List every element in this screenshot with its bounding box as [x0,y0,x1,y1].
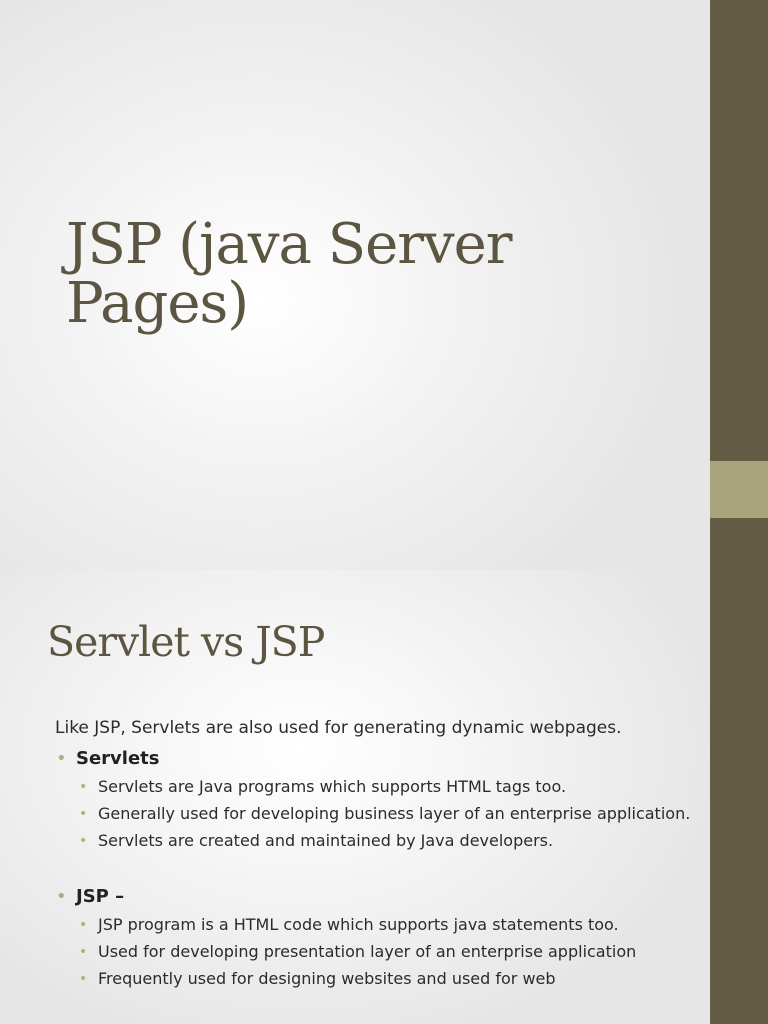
list-item-text: Generally used for developing business layer of an enterprise application. [98,804,691,823]
servlets-sub-list [79,775,695,853]
bullet-servlets-label: Servlets [76,748,160,769]
bullet-jsp-label: JSP – [76,886,125,907]
list-item [79,967,695,991]
sub-bullet-icon: • [79,917,88,933]
sub-bullet-icon: • [79,833,88,849]
intro-text: Like JSP, Servlets are also used for generating dynamic webpages. [55,718,622,738]
section-servlets [55,746,695,853]
list-item-text: Servlets are Java programs which supports HTML tags too. [98,777,567,796]
sub-bullet-icon: • [79,944,88,960]
list-item-text: JSP program is a HTML code which supports java statements too. [98,915,619,934]
list-item [79,913,695,937]
sub-bullet-icon: • [79,779,88,795]
sub-bullet-icon: • [79,806,88,822]
slide-title-text [66,212,686,336]
slide-sidebar-accent [710,461,768,518]
list-item [79,829,695,853]
list-item-text: Servlets are created and maintained by Java developers. [98,831,554,850]
title-line-1: JSP (java Server [66,212,512,277]
slide-heading: Servlet vs JSP [47,618,325,666]
bullet-servlets [55,746,695,772]
list-item [79,775,695,799]
bullet-jsp [55,884,695,910]
bullet-dot-icon: • [56,748,67,769]
list-item [79,802,695,826]
section-spacer [55,856,695,884]
slide-content [55,714,695,994]
sub-bullet-icon: • [79,971,88,987]
list-item-text: Frequently used for designing websites and used for web [98,969,556,988]
section-jsp [55,884,695,991]
list-item [79,940,695,964]
title-line-2: Pages) [66,270,249,336]
bullet-dot-icon: • [56,886,67,907]
jsp-sub-list [79,913,695,991]
list-item-text: Used for developing presentation layer of an enterprise application [98,942,637,961]
